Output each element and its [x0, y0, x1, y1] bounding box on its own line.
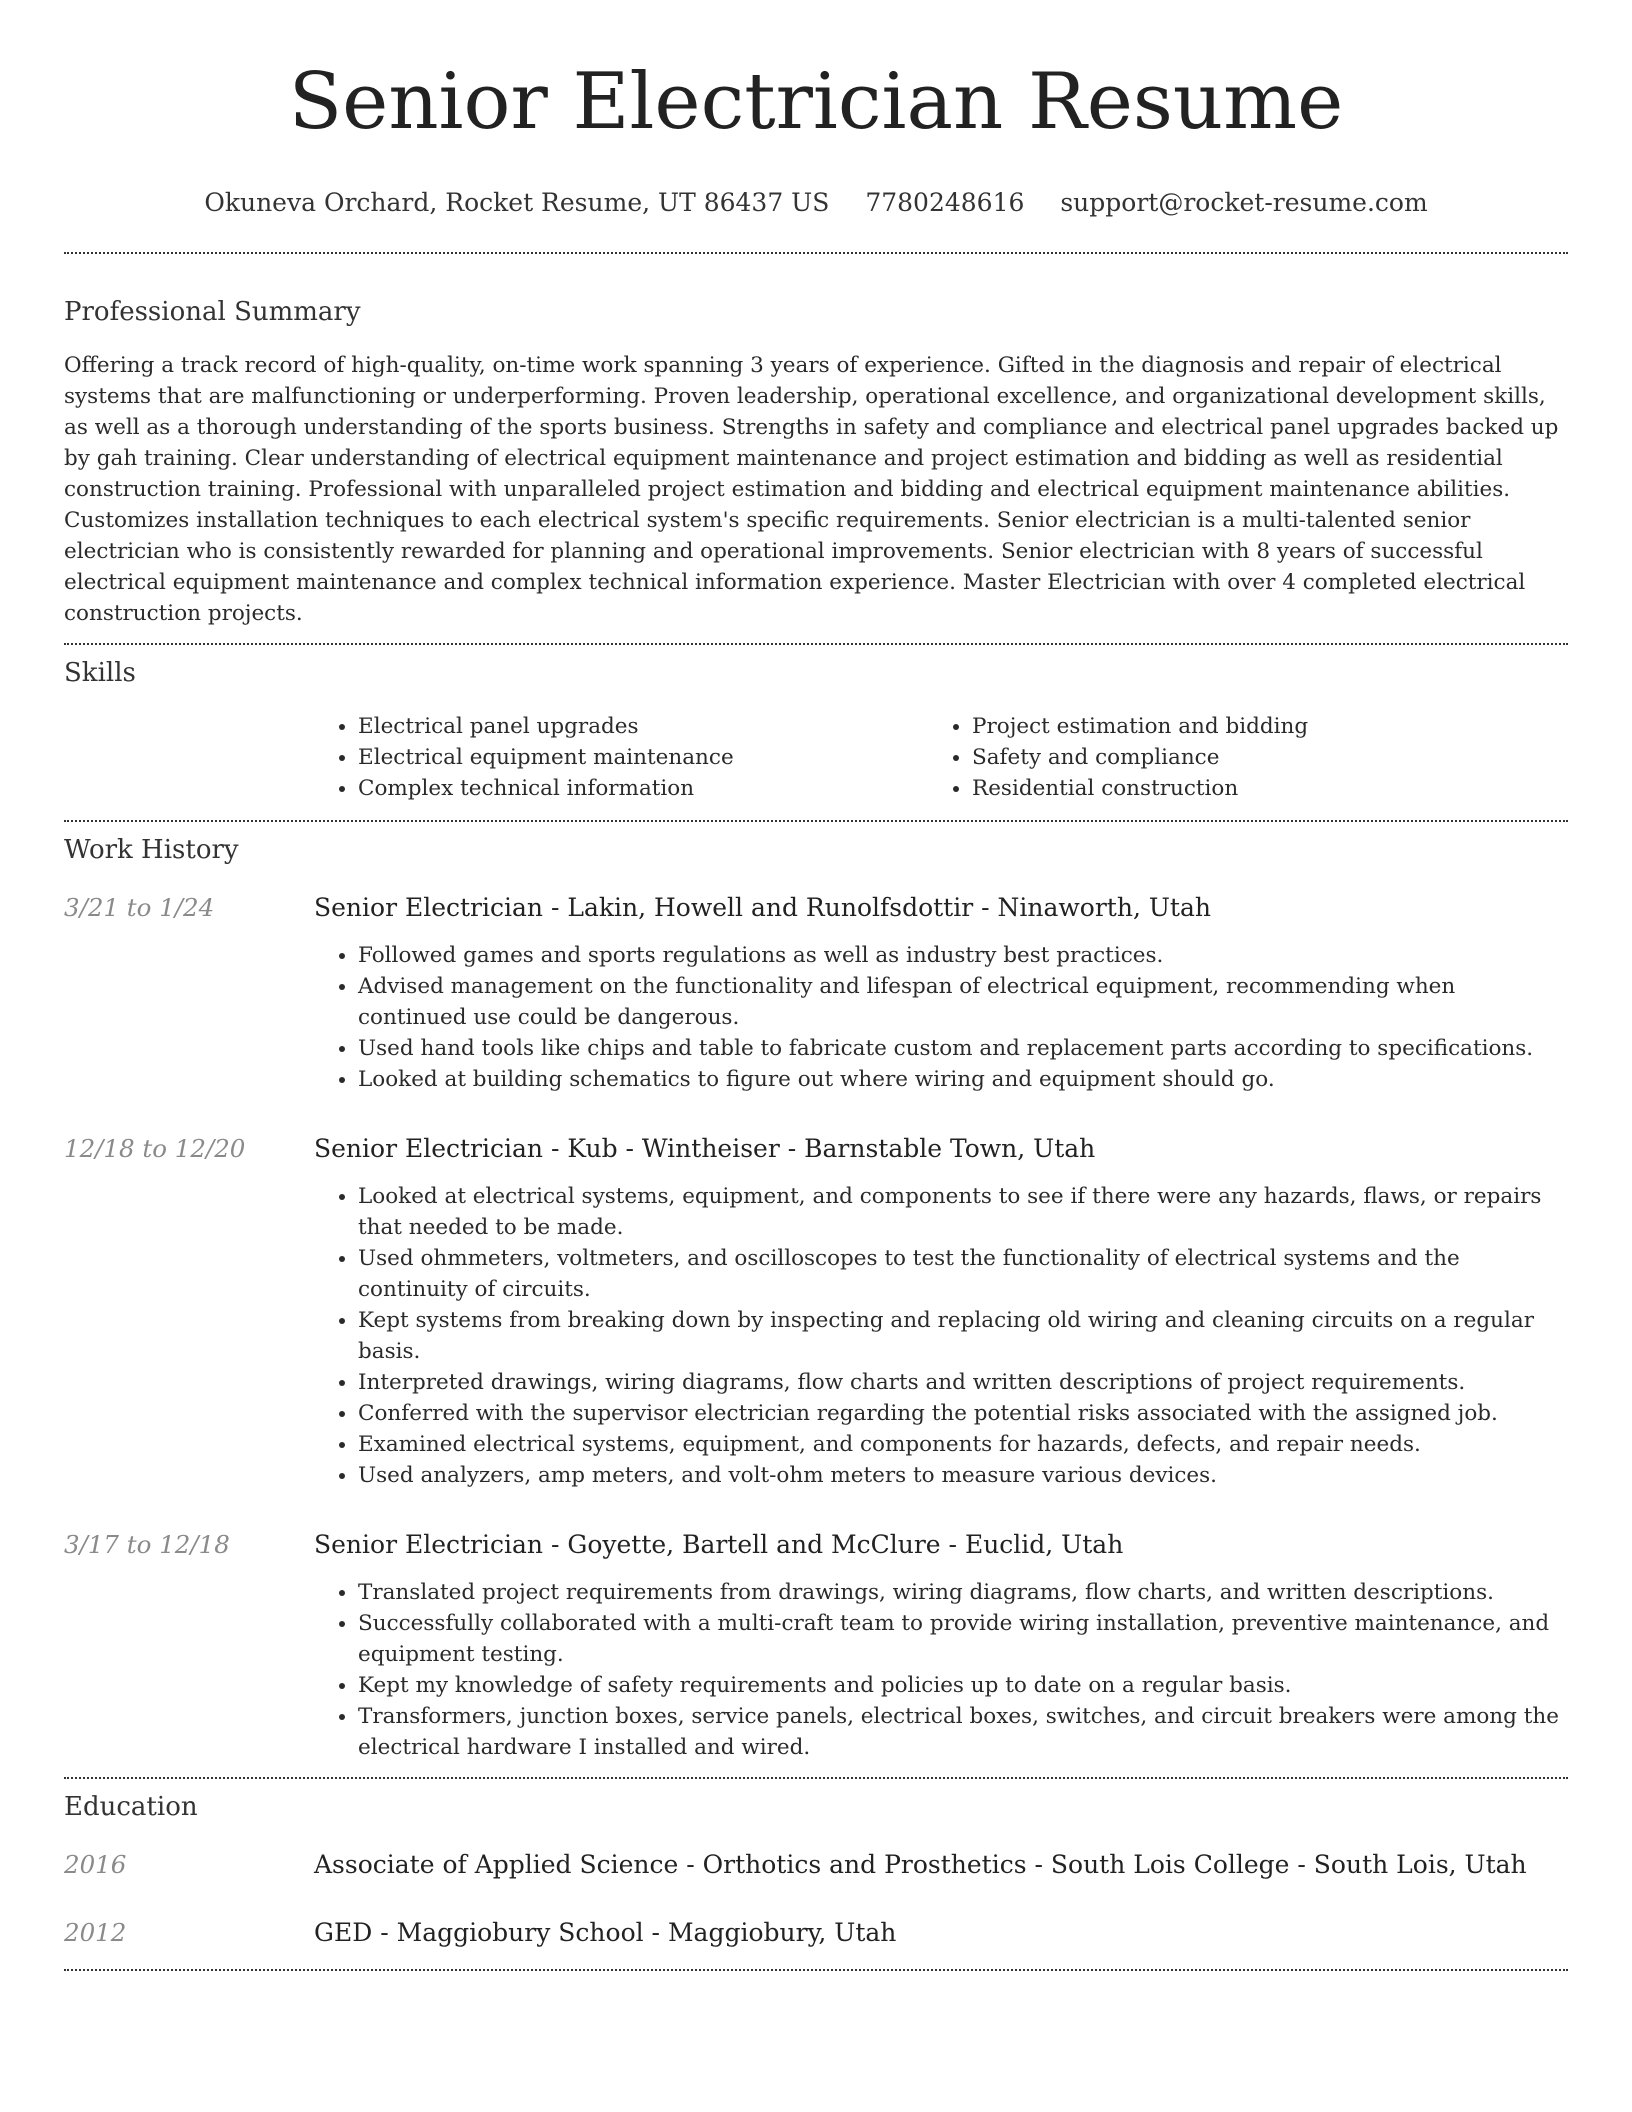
job-duties	[314, 940, 1568, 1095]
duty-item: • Used analyzers, amp meters, and volt-ohm meters to measure various devices.	[358, 1460, 1568, 1491]
job-header	[64, 1133, 1568, 1165]
skill-item: • Electrical equipment maintenance	[358, 742, 928, 773]
work-section	[64, 834, 1568, 1763]
skills-section	[64, 657, 1568, 804]
job-entry	[64, 892, 1568, 1095]
summary-section	[64, 296, 1568, 629]
divider	[64, 820, 1568, 822]
education-entry	[64, 1849, 1568, 1881]
duty-item: • Interpreted drawings, wiring diagrams, flow charts and written descriptions of project requirements.	[358, 1367, 1568, 1398]
duty-item: • Looked at building schematics to figure out where wiring and equipment should go.	[358, 1064, 1568, 1095]
skills-column-left	[314, 711, 928, 804]
job-dates: 12/18 to 12/20	[64, 1134, 246, 1163]
skill-item: • Safety and compliance	[972, 742, 1528, 773]
education-year: 2016	[64, 1850, 127, 1879]
job-dates: 3/21 to 1/24	[64, 893, 215, 922]
duty-item: • Kept systems from breaking down by inspecting and replacing old wiring and cleaning circuits on a regular basis.	[358, 1305, 1568, 1367]
skill-item: • Complex technical information	[358, 773, 928, 804]
education-title: GED - Maggiobury School - Maggiobury, Utah	[314, 1918, 897, 1947]
skills-heading: Skills	[64, 658, 136, 688]
education-section	[64, 1791, 1568, 1949]
skill-item: • Project estimation and bidding	[972, 711, 1528, 742]
job-duties	[314, 1577, 1568, 1763]
summary-heading: Professional Summary	[64, 297, 361, 327]
skills-list	[314, 711, 1568, 804]
skill-item: • Electrical panel upgrades	[358, 711, 928, 742]
duty-item: • Translated project requirements from drawings, wiring diagrams, flow charts, and written descriptions.	[358, 1577, 1568, 1608]
contact-line	[64, 186, 1568, 220]
job-title: Senior Electrician - Goyette, Bartell and McClure - Euclid, Utah	[314, 1530, 1124, 1559]
education-entry	[64, 1917, 1568, 1949]
education-year: 2012	[64, 1918, 127, 1947]
resume-title: Senior Electrician Resume	[288, 57, 1344, 147]
duty-item: • Successfully collaborated with a multi-craft team to provide wiring installation, preventive maintenance, and equipment testing.	[358, 1608, 1568, 1670]
duty-item: • Used hand tools like chips and table to fabricate custom and replacement parts according to specifications.	[358, 1033, 1568, 1064]
divider	[64, 1777, 1568, 1779]
duty-item: • Followed games and sports regulations as well as industry best practices.	[358, 940, 1568, 971]
work-heading: Work History	[64, 835, 239, 865]
duty-item: • Transformers, junction boxes, service panels, electrical boxes, switches, and circuit breakers were among the electrical hardware I installed and wired.	[358, 1701, 1568, 1763]
divider	[64, 252, 1568, 254]
duty-item: • Advised management on the functionality and lifespan of electrical equipment, recommending when continued use could be dangerous.	[358, 971, 1568, 1033]
job-title: Senior Electrician - Kub - Wintheiser - Barnstable Town, Utah	[314, 1134, 1096, 1163]
duty-item: • Conferred with the supervisor electrician regarding the potential risks associated with the assigned job.	[358, 1398, 1568, 1429]
contact-phone: 7780248616	[865, 188, 1025, 217]
education-heading: Education	[64, 1792, 198, 1822]
education-title: Associate of Applied Science - Orthotics and Prosthetics - South Lois College - South Lois, Utah	[314, 1850, 1527, 1879]
duty-item: • Used ohmmeters, voltmeters, and oscilloscopes to test the functionality of electrical systems and the continuity of circuits.	[358, 1243, 1568, 1305]
job-duties	[314, 1181, 1568, 1491]
job-entry	[64, 1529, 1568, 1763]
summary-text: Offering a track record of high-quality, on-time work spanning 3 years of experience. Gifted in the diagnosis and repair of electrical systems that are malfunctioning or underperforming. Proven leadership, operational excellence, and organizational development skills, as well as a thorough understanding of the sports business. Strengths in safety and compliance and electrical panel upgrades backed up by gah training. Clear understanding of electrical equipment maintenance and project estimation and bidding as well as residential construction training. Professional with unparalleled project estimation and bidding and electrical equipment maintenance abilities. Customizes installation techniques to each electrical system's specific requirements. Senior electrician is a multi-talented senior electrician who is consistently rewarded for planning and operational improvements. Senior electrician with 8 years of successful electrical equipment maintenance and complex technical information experience. Master Electrician with over 4 completed electrical construction projects.	[64, 353, 1559, 626]
job-entry	[64, 1133, 1568, 1491]
skills-column-right	[928, 711, 1528, 804]
divider	[64, 643, 1568, 645]
job-header	[64, 1529, 1568, 1561]
job-dates: 3/17 to 12/18	[64, 1530, 230, 1559]
divider	[64, 1969, 1568, 1971]
duty-item: • Examined electrical systems, equipment, and components for hazards, defects, and repair needs.	[358, 1429, 1568, 1460]
job-header	[64, 892, 1568, 924]
skill-item: • Residential construction	[972, 773, 1528, 804]
contact-address: Okuneva Orchard, Rocket Resume, UT 86437 US	[204, 188, 830, 217]
duty-item: • Kept my knowledge of safety requirements and policies up to date on a regular basis.	[358, 1670, 1568, 1701]
duty-item: • Looked at electrical systems, equipment, and components to see if there were any hazards, flaws, or repairs that needed to be made.	[358, 1181, 1568, 1243]
job-title: Senior Electrician - Lakin, Howell and Runolfsdottir - Ninaworth, Utah	[314, 893, 1211, 922]
contact-email: support@rocket-resume.com	[1060, 188, 1428, 217]
